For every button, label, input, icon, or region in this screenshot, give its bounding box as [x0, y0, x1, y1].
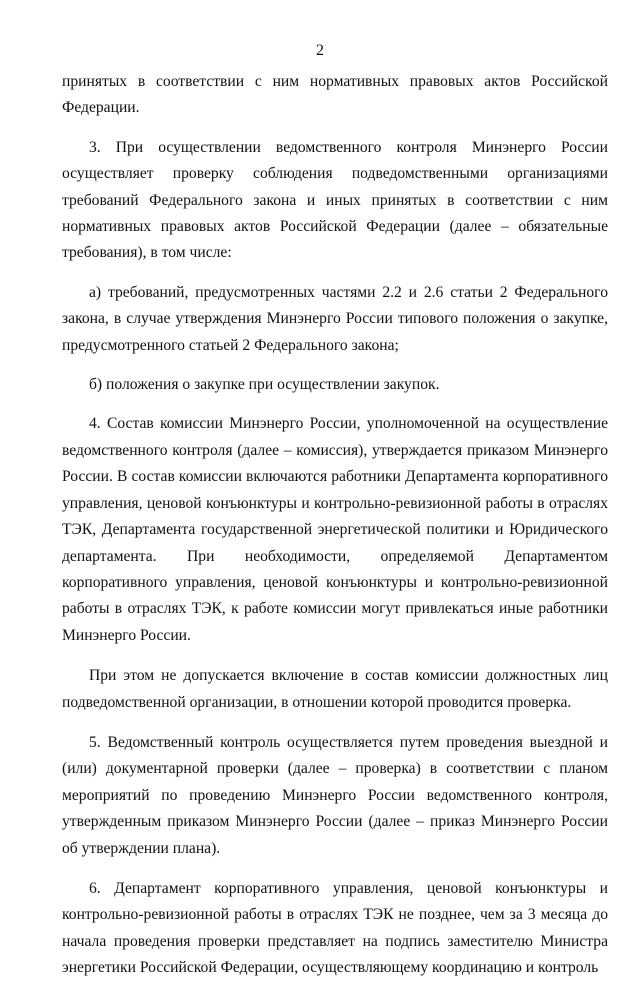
page-number: 2 [316, 42, 324, 59]
paragraph-item-6: 6. Департамент корпоративного управления, ценовой конъюнктуры и контрольно-ревизионной работы в отраслях ТЭК не позднее, чем за 3 месяца до начала проведения проверки представляет на подпись заместителю Министра энергетики Российской Федерации, осуществляющему координацию и контроль [62, 879, 608, 977]
paragraph-subitem-a: а) требований, предусмотренных частями 2.2 и 2.6 статьи 2 Федерального закона, в случае утверждения Минэнерго России типового положения о закупке, предусмотренного статьей 2 Федерального закона; [62, 283, 608, 354]
paragraph-item-4-note: При этом не допускается включение в состав комиссии должностных лиц подведомственной организации, в отношении которой проводится проверка. [62, 667, 608, 711]
paragraph-item-3: 3. При осуществлении ведомственного контроля Минэнерго России осуществляет проверку соблюдения подведомственными организациями требований Федерального закона и иных принятых в соответствии с ним нормативных правовых актов Российской Федерации (далее – обязательные требования), в том числе: [62, 138, 608, 262]
paragraph-item-4: 4. Состав комиссии Минэнерго России, уполномоченной на осуществление ведомственного контроля (далее – комиссия), утверждается приказом Минэнерго России. В состав комиссии включаются работники Департамента корпоративного управления, ценовой конъюнктуры и контрольно-ревизионной работы в отраслях ТЭК, Департамента государственной энергетической политики и Юридического департамента. При необходимости, определяемой Департаментом корпоративного управления, ценовой конъюнктуры и контрольно-ревизионной работы в отраслях ТЭК, к работе комиссии могут привлекаться иные работники Минэнерго России. [62, 415, 608, 644]
document-body [62, 69, 608, 982]
paragraph-item-5: 5. Ведомственный контроль осуществляется путем проведения выездной и (или) документарной проверки (далее – проверка) в соответствии с планом мероприятий по проведению Минэнерго России ведомственного контроля, утвержденным приказом Минэнерго России (далее – приказ Минэнерго России об утверждении плана). [62, 733, 608, 857]
paragraph-subitem-b: б) положения о закупке при осуществлении закупок. [89, 376, 440, 394]
paragraph-continuation: принятых в соответствии с ним нормативных правовых актов Российской Федерации. [62, 73, 608, 117]
